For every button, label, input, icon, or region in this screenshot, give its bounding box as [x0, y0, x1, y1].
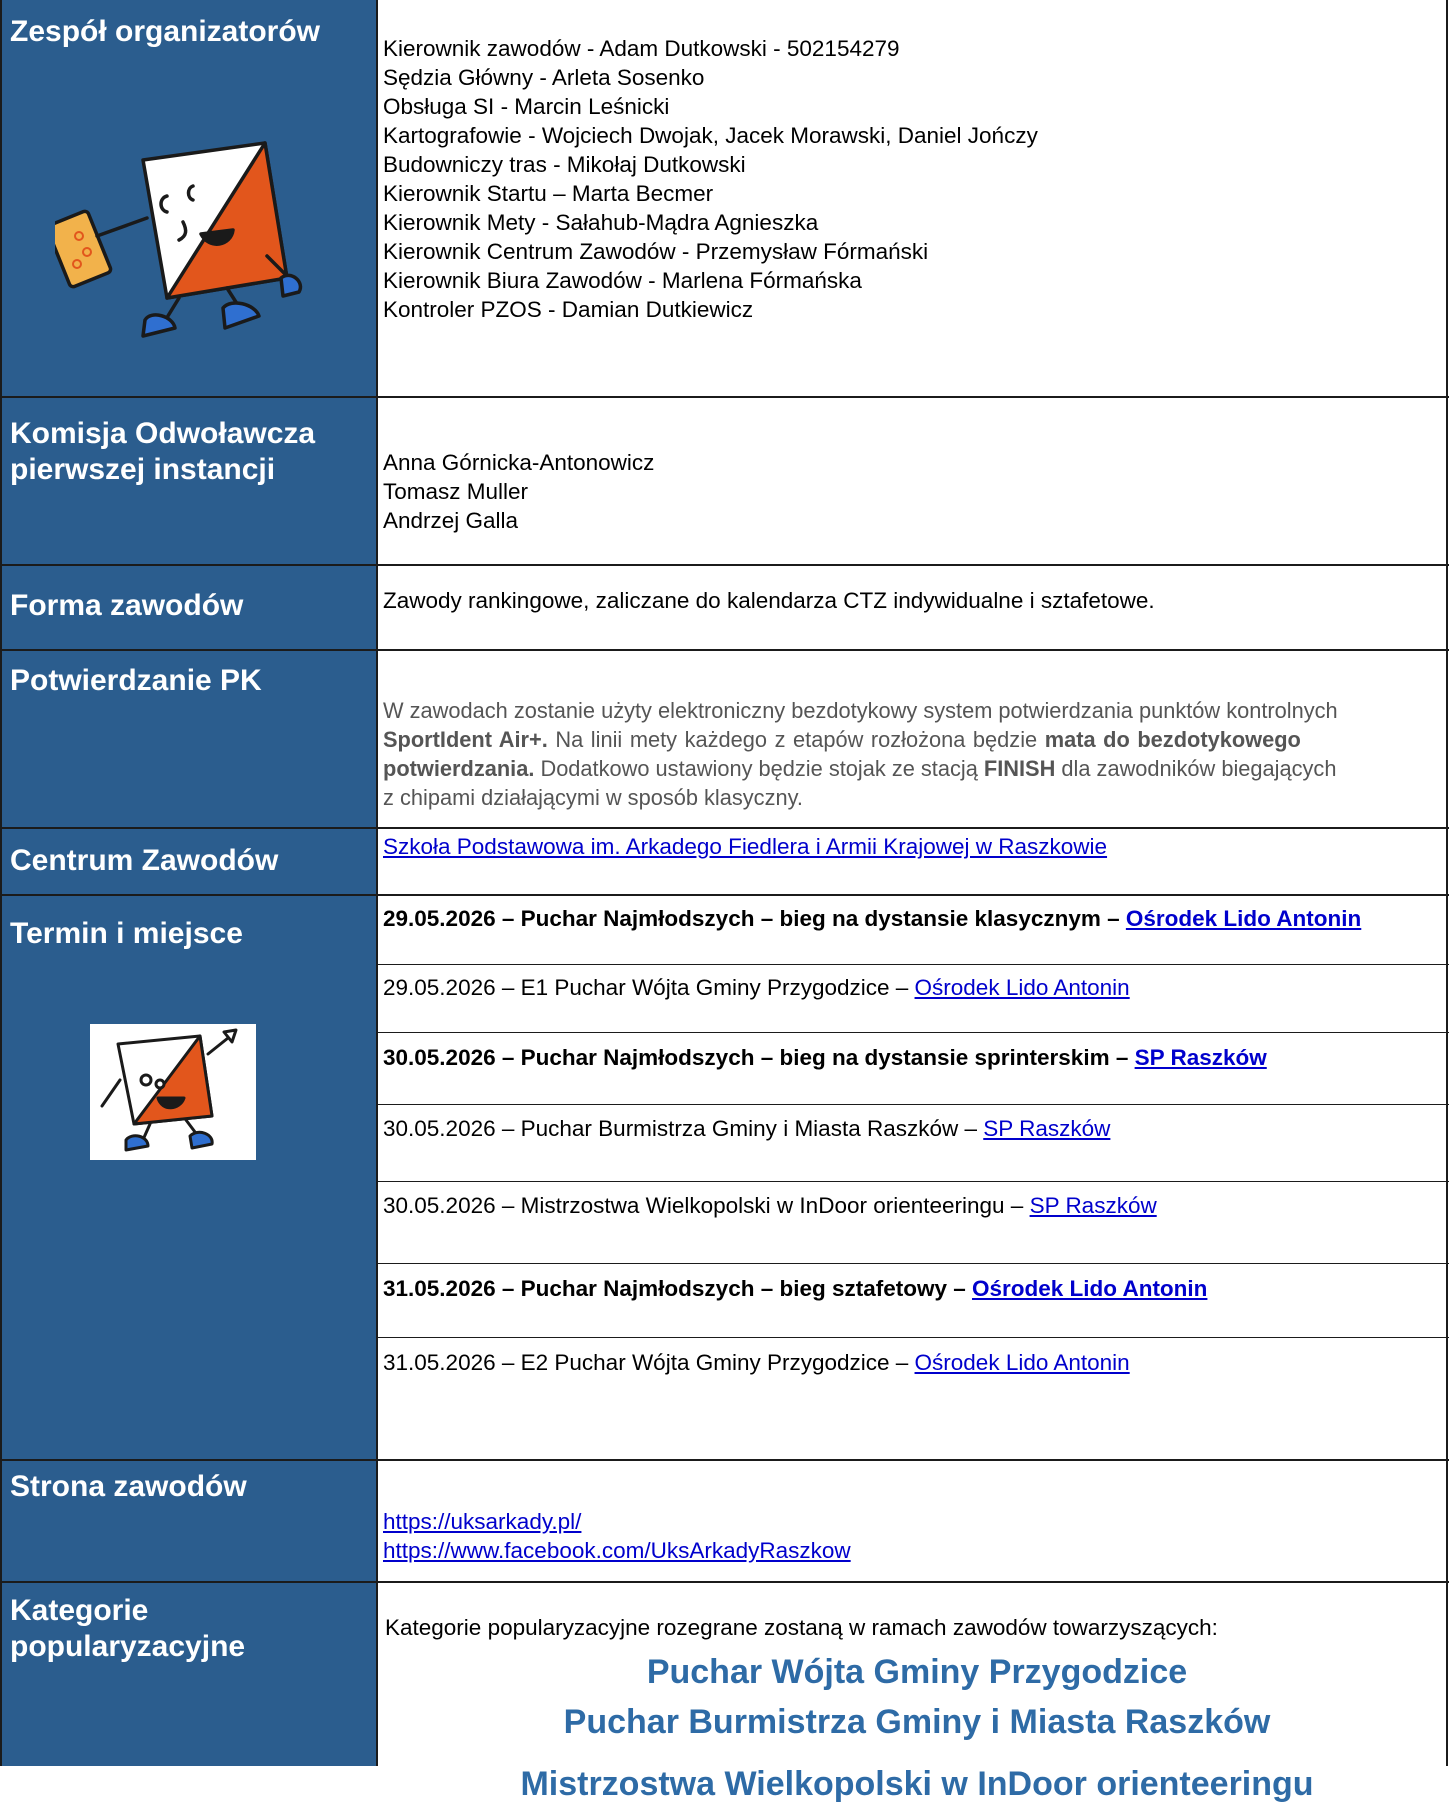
organizer-line: Obsługa SI - Marcin Leśnicki	[383, 94, 670, 119]
organizer-line: Kierownik Centrum Zawodów - Przemysław Fórmański	[383, 239, 929, 264]
label-organizers-text: Zespół organizatorów	[10, 15, 321, 48]
organizer-line: Kontroler PZOS - Damian Dutkiewicz	[383, 297, 754, 322]
website-cell	[377, 1461, 1449, 1581]
label-form	[0, 566, 377, 649]
row-divider	[0, 649, 1449, 651]
row-divider	[0, 564, 1449, 566]
organizer-line: Kierownik Biura Zawodów - Marlena Fórmańska	[383, 268, 862, 293]
finish-word: FINISH	[983, 756, 1056, 781]
event-row	[377, 1032, 1449, 1115]
event-location-link[interactable]: SP Raszków	[1029, 1193, 1157, 1218]
label-schedule	[0, 896, 377, 1459]
website-link[interactable]: https://uksarkady.pl/	[383, 1509, 582, 1534]
organizer-line: Kierownik Mety - Sałahub-Mądra Agnieszka	[383, 210, 819, 235]
row-divider	[0, 827, 1449, 829]
confirmation-line-2: Na linii mety każdego z etapów rozłożona będzie	[547, 727, 1045, 752]
organizers-list	[377, 0, 1449, 396]
sportident-name: SportIdent Air+.	[383, 727, 548, 752]
event-text: 31.05.2026 – Puchar Najmłodszych – bieg sztafetowy –	[383, 1276, 973, 1301]
center-link[interactable]: Szkoła Podstawowa im. Arkadego Fiedlera i Armii Krajowej w Raszkowie	[383, 834, 1108, 859]
event-row	[377, 896, 1449, 972]
row-divider	[0, 396, 1449, 398]
confirm-phrase: potwierdzania.	[383, 756, 535, 781]
label-categories-line: Kategorie	[10, 1594, 149, 1627]
confirmation-line	[383, 725, 1435, 754]
organizer-line: Kierownik zawodów - Adam Dutkowski - 502154279	[383, 36, 900, 61]
row-divider	[0, 1459, 1449, 1461]
cup-title: Mistrzostwa Wielkopolski w InDoor orienteeringu	[520, 1765, 1314, 1803]
center-cell	[377, 829, 1449, 894]
event-row	[377, 1104, 1449, 1191]
label-appeals-line: pierwszej instancji	[10, 453, 276, 486]
row-center	[0, 829, 1449, 894]
cup-title: Puchar Wójta Gminy Przygodzice	[646, 1653, 1188, 1691]
event-row	[377, 964, 1449, 1041]
event-location-link[interactable]: SP Raszków	[983, 1116, 1111, 1141]
event-text: 31.05.2026 – E2 Puchar Wójta Gminy Przygodzice –	[383, 1350, 915, 1375]
organizer-line: Kierownik Startu – Marta Becmer	[383, 181, 714, 206]
confirmation-line	[383, 754, 1435, 783]
event-text: 30.05.2026 – Puchar Najmłodszych – bieg na dystansie sprinterskim –	[383, 1045, 1135, 1070]
event-text: 29.05.2026 – E1 Puchar Wójta Gminy Przygodzice –	[383, 975, 915, 1000]
confirmation-text	[377, 651, 1449, 827]
facebook-link[interactable]: https://www.facebook.com/UksArkadyRaszkow	[383, 1538, 851, 1563]
row-schedule	[0, 896, 1449, 1459]
table-border-mid	[376, 0, 378, 1766]
event-location-link[interactable]: Ośrodek Lido Antonin	[914, 975, 1130, 1000]
appeals-member: Andrzej Galla	[383, 508, 519, 533]
label-categories-line: popularyzacyjne	[10, 1630, 246, 1663]
label-confirmation-text: Potwierdzanie PK	[10, 664, 262, 697]
confirmation-line: z chipami działającymi w sposób klasyczny.	[383, 785, 803, 810]
label-website	[0, 1461, 377, 1581]
mascot-with-map-image	[55, 138, 305, 343]
event-location-link[interactable]: Ośrodek Lido Antonin	[1125, 906, 1362, 931]
appeals-member: Anna Górnicka-Antonowicz	[383, 450, 655, 475]
label-form-text: Forma zawodów	[10, 589, 244, 622]
event-location-link[interactable]: Ośrodek Lido Antonin	[914, 1350, 1130, 1375]
label-center-text: Centrum Zawodów	[10, 844, 279, 877]
organizer-line: Budowniczy tras - Mikołaj Dutkowski	[383, 152, 746, 177]
event-row	[377, 1181, 1449, 1273]
organizer-line: Sędzia Główny - Arleta Sosenko	[383, 65, 705, 90]
event-row	[377, 1263, 1449, 1348]
form-text-cell	[377, 566, 1449, 649]
table-border-right	[1446, 0, 1448, 1766]
form-text: Zawody rankingowe, zaliczane do kalendarza CTZ indywidualne i sztafetowe.	[383, 588, 1155, 613]
row-website	[0, 1461, 1449, 1581]
row-divider	[0, 894, 1449, 896]
categories-cell	[377, 1583, 1449, 1803]
row-categories	[0, 1583, 1449, 1803]
event-location-link[interactable]: Ośrodek Lido Antonin	[972, 1276, 1208, 1301]
label-confirmation	[0, 651, 377, 827]
row-appeals	[0, 398, 1449, 564]
label-website-text: Strona zawodów	[10, 1470, 247, 1503]
mat-phrase: mata do bezdotykowego	[1044, 727, 1301, 752]
event-location-link[interactable]: SP Raszków	[1134, 1045, 1267, 1070]
confirmation-line-3: Dodatkowo ustawiony będzie stojak ze stacją	[534, 756, 984, 781]
label-appeals	[0, 398, 377, 564]
label-schedule-text: Termin i miejsce	[10, 917, 243, 950]
row-form	[0, 566, 1449, 649]
event-text: 30.05.2026 – Mistrzostwa Wielkopolski w InDoor orienteeringu –	[383, 1193, 1030, 1218]
row-confirmation	[0, 651, 1449, 827]
label-appeals-line: Komisja Odwoławcza	[10, 417, 316, 450]
appeals-member: Tomasz Muller	[383, 479, 529, 504]
row-divider	[0, 1581, 1449, 1583]
cup-title: Puchar Burmistrza Gminy i Miasta Raszków	[563, 1703, 1271, 1741]
label-categories	[0, 1583, 377, 1766]
organizer-line: Kartografowie - Wojciech Dwojak, Jacek Morawski, Daniel Jończy	[383, 123, 1038, 148]
row-organizers	[0, 0, 1449, 396]
mascot-waving-image	[90, 1024, 256, 1160]
event-row	[377, 1337, 1449, 1418]
schedule-cell	[377, 896, 1449, 1459]
event-text: 29.05.2026 – Puchar Najmłodszych – bieg na dystansie klasycznym –	[383, 906, 1126, 931]
categories-intro: Kategorie popularyzacyjne rozegrane zostaną w ramach zawodów towarzyszących:	[385, 1615, 1218, 1640]
confirmation-line	[383, 696, 1435, 725]
event-text: 30.05.2026 – Puchar Burmistrza Gminy i Miasta Raszków –	[383, 1116, 984, 1141]
label-center	[0, 829, 377, 894]
appeals-list	[377, 398, 1449, 564]
confirmation-line-1: W zawodach zostanie użyty elektroniczny bezdotykowy system potwierdzania punktów kontrolnych	[383, 698, 1338, 723]
confirmation-line-3b: dla zawodników biegających	[1055, 756, 1337, 781]
table-border-left	[0, 0, 2, 1766]
